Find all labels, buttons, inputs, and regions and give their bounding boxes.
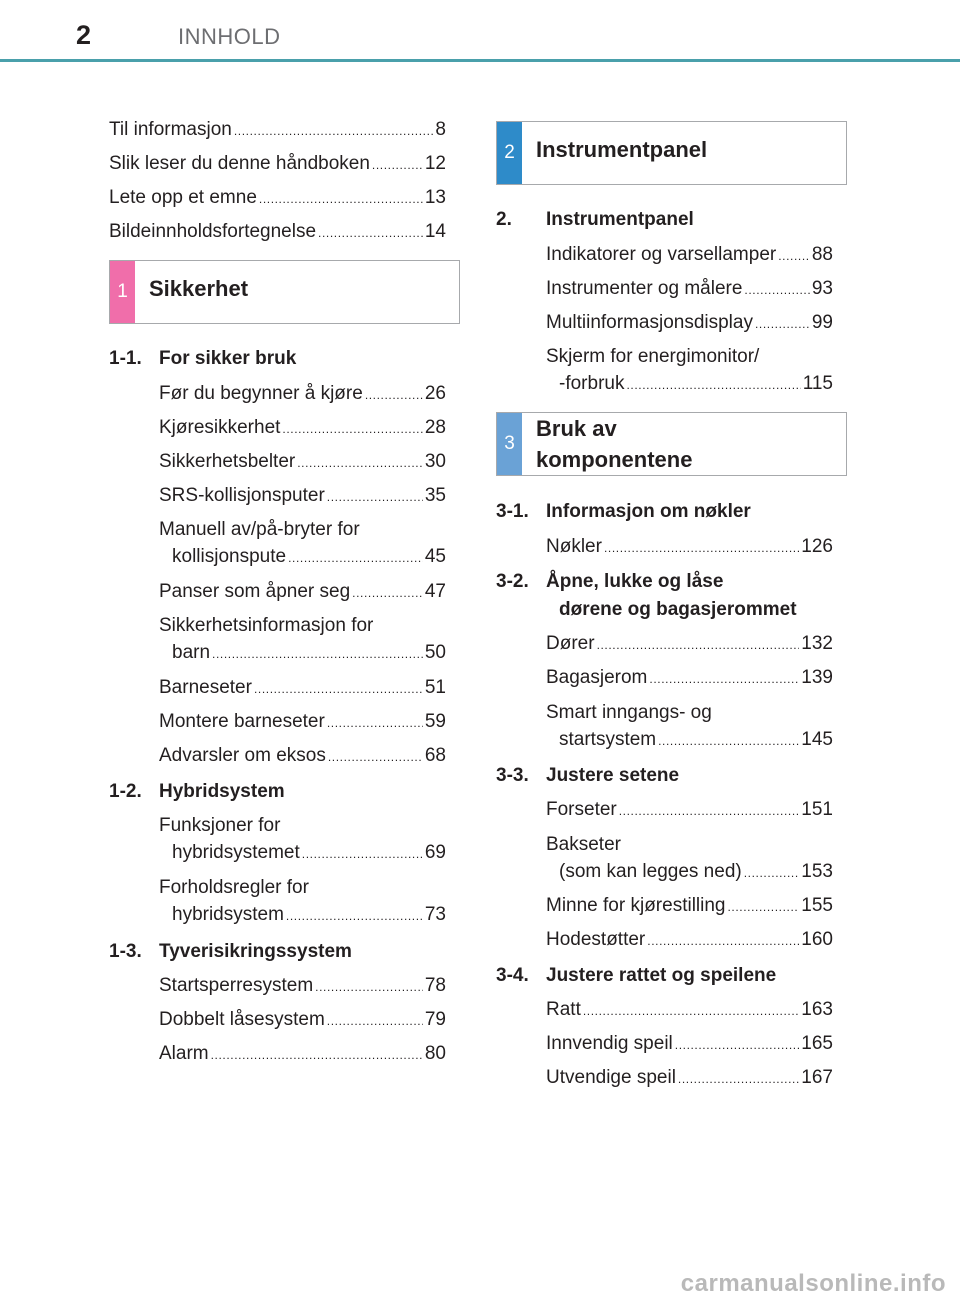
toc-entry[interactable]: Bildeinnholdsfortegnelse ..... 14	[109, 220, 446, 245]
page-header	[0, 0, 960, 62]
section-box-sikkerhet[interactable]	[109, 260, 460, 324]
toc-entry[interactable]: Nøkler ..... 126	[546, 535, 833, 560]
section-box-instrumentpanel[interactable]	[496, 121, 847, 185]
toc-entry[interactable]: Innvendig speil ..... 165	[546, 1032, 833, 1057]
chapter-heading[interactable]: 3-2. Åpne, lukke og låse	[496, 571, 724, 592]
toc-entry[interactable]: Advarsler om eksos ..... 68	[159, 744, 446, 769]
page-number: 2	[76, 20, 92, 50]
section-title-line1: Bruk av	[536, 416, 617, 441]
toc-entry[interactable]: Før du begynner å kjøre ..... 26	[159, 382, 446, 407]
toc-entry-line1: Bakseter	[546, 834, 621, 855]
chapter-heading[interactable]: 3-1. Informasjon om nøkler	[496, 501, 751, 522]
chapter-heading[interactable]: 1-3. Tyverisikringssystem	[109, 941, 352, 962]
toc-entry[interactable]: Dører ..... 132	[546, 632, 833, 657]
toc-entry[interactable]: kollisjonspute ..... 45	[159, 545, 446, 570]
toc-entry[interactable]: Slik leser du denne håndboken ..... 12	[109, 152, 446, 177]
toc-entry-line1: Manuell av/på-bryter for	[159, 519, 360, 540]
chapter-heading[interactable]: 1-2. Hybridsystem	[109, 781, 285, 802]
toc-entry[interactable]: Bagasjerom ..... 139	[546, 666, 833, 691]
section-tab: 3	[497, 413, 522, 475]
chapter-heading[interactable]: 1-1. For sikker bruk	[109, 348, 297, 369]
toc-entry[interactable]: hybridsystemet ..... 69	[159, 841, 446, 866]
toc-entry[interactable]: startsystem ..... 145	[546, 728, 833, 753]
toc-entry[interactable]: -forbruk ..... 115	[546, 372, 833, 397]
section-tab: 1	[110, 261, 135, 323]
toc-entry-line1: Funksjoner for	[159, 815, 281, 836]
toc-entry-line1: Forholdsregler for	[159, 877, 309, 898]
toc-entry[interactable]: Multiinformasjonsdisplay ..... 99	[546, 311, 833, 336]
toc-entry[interactable]: Alarm ..... 80	[159, 1042, 446, 1067]
toc-entry[interactable]: SRS-kollisjonsputer ..... 35	[159, 484, 446, 509]
section-box-bruk-av-komponentene[interactable]	[496, 412, 847, 476]
toc-entry[interactable]: Utvendige speil ..... 167	[546, 1066, 833, 1091]
chapter-heading[interactable]: 2. Instrumentpanel	[496, 209, 694, 230]
chapter-heading-line2: dørene og bagasjerommet	[559, 599, 797, 620]
toc-entry[interactable]: Panser som åpner seg ..... 47	[159, 580, 446, 605]
toc-entry[interactable]: Minne for kjørestilling ..... 155	[546, 894, 833, 919]
toc-entry[interactable]: Startsperresystem ..... 78	[159, 974, 446, 999]
toc-entry[interactable]: Indikatorer og varsellamper ..... 88	[546, 243, 833, 268]
header-rule	[0, 59, 960, 62]
toc-entry[interactable]: Kjøresikkerhet ..... 28	[159, 416, 446, 441]
toc-entry[interactable]: Instrumenter og målere ..... 93	[546, 277, 833, 302]
toc-entry[interactable]: Dobbelt låsesystem ..... 79	[159, 1008, 446, 1033]
toc-entry[interactable]: Montere barneseter ..... 59	[159, 710, 446, 735]
toc-entry[interactable]: (som kan legges ned) ..... 153	[546, 860, 833, 885]
chapter-heading[interactable]: 3-4. Justere rattet og speilene	[496, 965, 777, 986]
toc-entry[interactable]: barn ..... 50	[159, 641, 446, 666]
toc-entry-line1: Skjerm for energimonitor/	[546, 346, 760, 367]
toc-entry-line1: Smart inngangs- og	[546, 702, 712, 723]
section-title: Instrumentpanel	[536, 137, 708, 162]
toc-entry[interactable]: Hodestøtter ..... 160	[546, 928, 833, 953]
section-title-line2: komponentene	[536, 447, 693, 472]
watermark: carmanualsonline.info	[680, 1270, 946, 1297]
toc-entry[interactable]: Forseter ..... 151	[546, 798, 833, 823]
section-title: Sikkerhet	[149, 276, 249, 301]
toc-entry[interactable]: hybridsystem ..... 73	[159, 903, 446, 928]
toc-entry[interactable]: Ratt ..... 163	[546, 998, 833, 1023]
toc-entry[interactable]: Lete opp et emne ..... 13	[109, 186, 446, 211]
toc-entry[interactable]: Til informasjon ..... 8	[109, 118, 446, 143]
section-tab: 2	[497, 122, 522, 184]
toc-entry[interactable]: Barneseter ..... 51	[159, 676, 446, 701]
chapter-heading[interactable]: 3-3. Justere setene	[496, 765, 680, 786]
toc-entry-line1: Sikkerhetsinformasjon for	[159, 615, 374, 636]
page-title: INNHOLD	[178, 24, 281, 49]
toc-entry[interactable]: Sikkerhetsbelter ..... 30	[159, 450, 446, 475]
